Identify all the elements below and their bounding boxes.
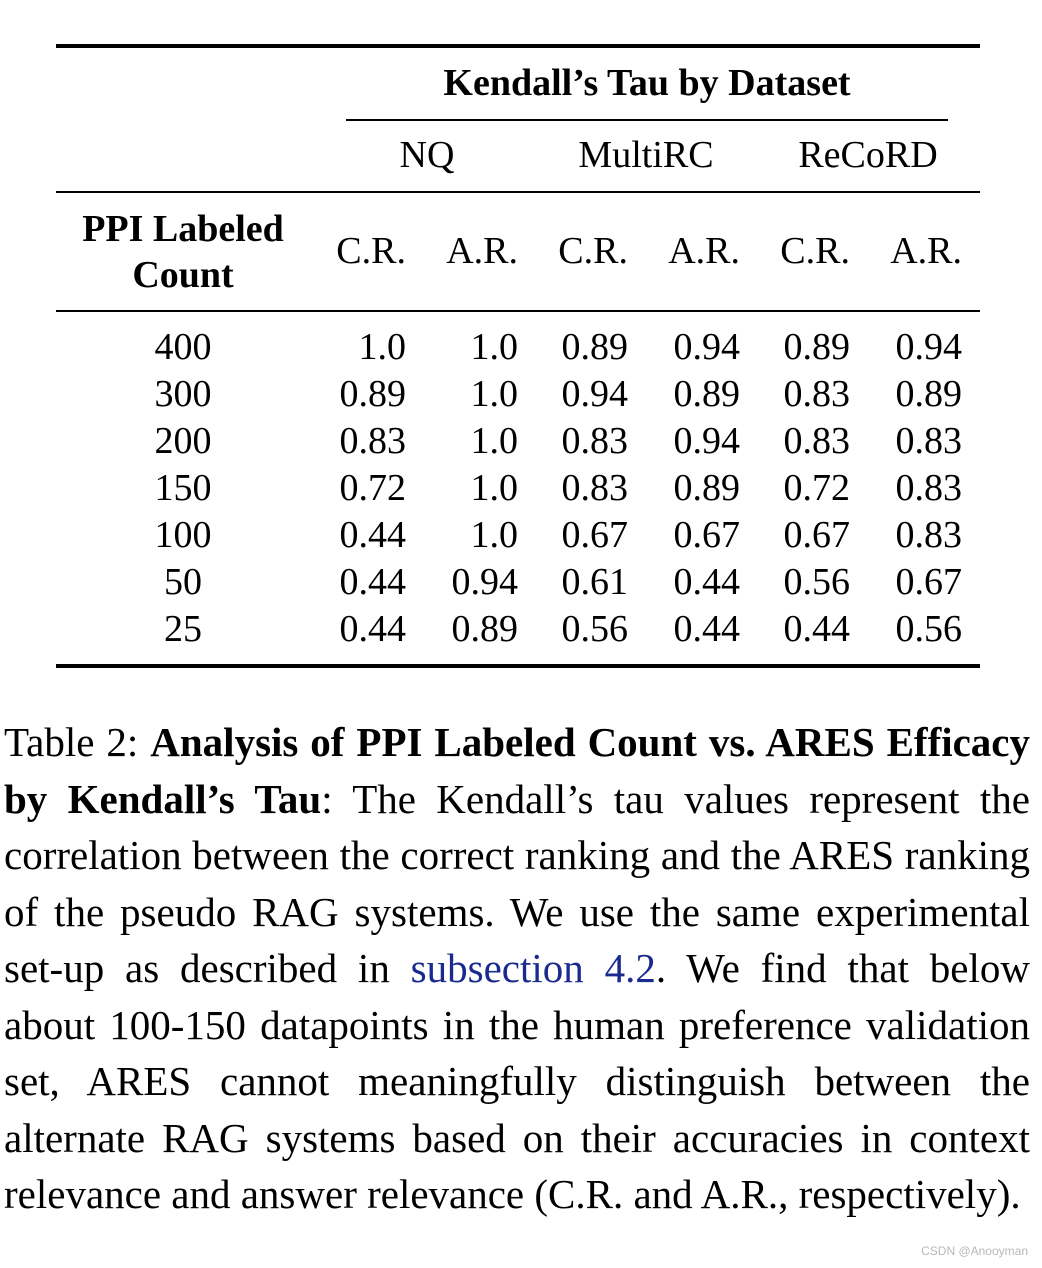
row-count: 50 [164,561,202,603]
table-cell: 0.44 [783,608,850,650]
caption-text-before-link: : The Kendall’s tau values represent the correlation between the correct ranking and the ARES ranking of the pseudo RAG systems. We use the same experimental set-up as described in [4,775,1030,991]
table-cell: 0.89 [673,373,740,415]
subcolumn-header: A.R. [890,230,962,272]
table-cell: 0.89 [451,608,518,650]
table-cell: 0.56 [783,561,850,603]
subcolumn-header: C.R. [780,230,850,272]
header-mid-rule [56,191,980,193]
subcolumn-header: C.R. [558,230,628,272]
caption-text-after-link: . We find that below about 100-150 datapoints in the human preference validation set, ARES cannot meaningfully distinguish between the alternate RAG systems based on their accuracies in context relevance and answer relevance (C.R. and A.R., respectively). [4,945,1030,1217]
subcolumn-header: A.R. [446,230,518,272]
row-count: 25 [164,608,202,650]
table-cell: 1.0 [470,420,518,462]
table-cell: 0.56 [895,608,962,650]
table-cell: 1.0 [358,326,406,368]
table-cell: 0.89 [783,326,850,368]
table-cell: 0.67 [783,514,850,556]
table-cell: 0.67 [673,514,740,556]
table-cell: 0.83 [783,373,850,415]
table-cell: 0.83 [561,467,628,509]
row-count: 100 [154,514,212,556]
table-cell: 0.83 [339,420,406,462]
table-cell: 0.83 [895,514,962,556]
table-cell: 1.0 [470,326,518,368]
row-count: 400 [154,326,212,368]
table-top-rule [56,44,980,48]
table-cell: 0.44 [339,608,406,650]
table-cell: 0.94 [673,326,740,368]
table-cell: 1.0 [470,467,518,509]
dataset-header-record: ReCoRD [798,134,938,176]
subcolumn-header: C.R. [336,230,406,272]
table-cell: 1.0 [470,373,518,415]
table-cell: 0.83 [895,420,962,462]
table-cell: 0.89 [561,326,628,368]
table-cell: 0.83 [895,467,962,509]
table-caption [4,714,1030,1223]
table-cell: 0.44 [339,561,406,603]
row-header-line2: Count [132,254,234,296]
table-cell: 0.44 [339,514,406,556]
row-count: 300 [154,373,212,415]
group-header: Kendall’s Tau by Dataset [443,62,851,104]
table-cell: 1.0 [470,514,518,556]
table-cell: 0.89 [895,373,962,415]
dataset-header-multirc: MultiRC [578,134,714,176]
table-bottom-rule [56,664,980,668]
table-cell: 0.72 [783,467,850,509]
caption-label: Table 2: [4,719,139,765]
caption-title: Analysis of PPI Labeled Count vs. ARES Efficacy by Kendall’s Tau [4,719,1031,822]
header-bottom-rule [56,310,980,312]
group-underline [346,119,948,121]
dataset-header-nq: NQ [399,134,455,176]
table-cell: 0.67 [561,514,628,556]
watermark: CSDN @Anooyman [921,1244,1028,1258]
subcolumn-header: A.R. [668,230,740,272]
table-cell: 0.61 [561,561,628,603]
table-cell: 0.94 [673,420,740,462]
table-cell: 0.44 [673,608,740,650]
row-count: 200 [154,420,212,462]
caption-subsection-link[interactable]: subsection 4.2 [410,945,656,991]
table-cell: 0.44 [673,561,740,603]
table-cell: 0.89 [673,467,740,509]
table-cell: 0.94 [895,326,962,368]
table-cell: 0.83 [783,420,850,462]
row-count: 150 [154,467,212,509]
table-cell: 0.67 [895,561,962,603]
table-cell: 0.83 [561,420,628,462]
table-cell: 0.89 [339,373,406,415]
table-cell: 0.94 [451,561,518,603]
table-cell: 0.72 [339,467,406,509]
table-cell: 0.94 [561,373,628,415]
row-header-line1: PPI Labeled [82,208,284,250]
table-cell: 0.56 [561,608,628,650]
